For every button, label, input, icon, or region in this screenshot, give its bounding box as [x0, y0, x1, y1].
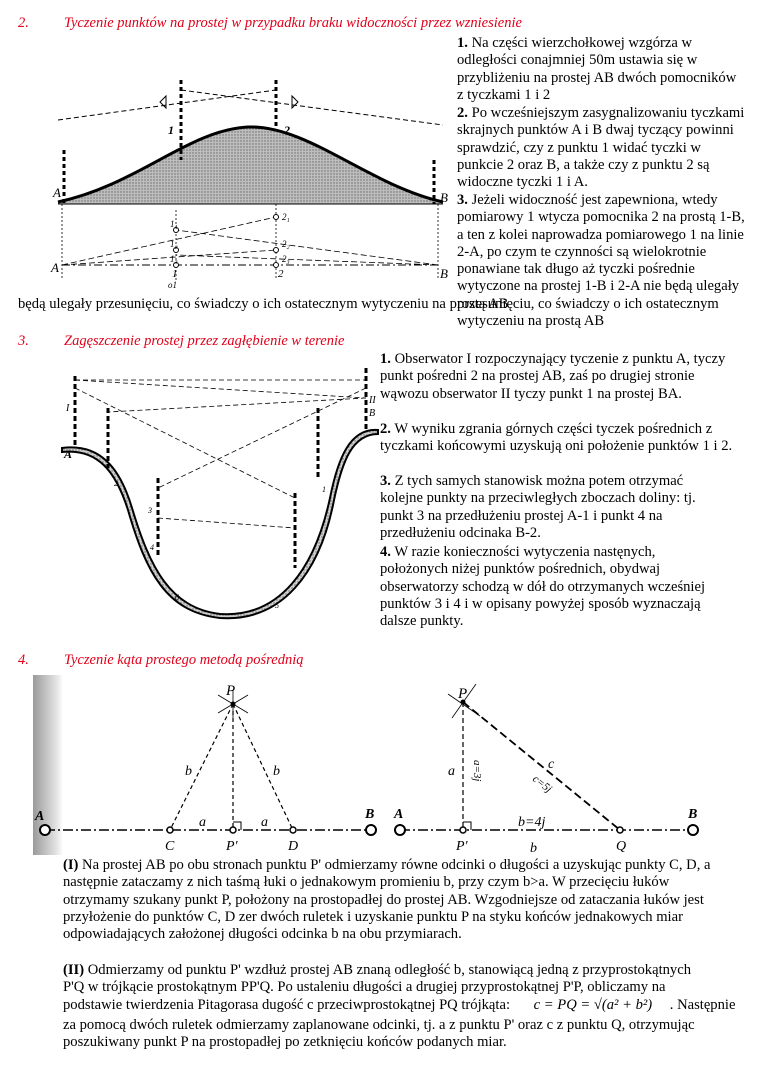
point-2-2: [274, 248, 279, 253]
section4-number: 4.: [18, 652, 29, 668]
section2-p1-text: Na części wierzchołkowej wzgórza w odległości conajmniej 50m ustawia się w przybliżeniu na prostej AB dwóch pomocników z tyczkami 1 i 2: [457, 35, 737, 103]
left-label-b2: b: [273, 764, 280, 779]
left-side-b2: [233, 704, 293, 830]
left-point-B: [366, 825, 376, 835]
paragraph-II-line2: P'Q w trójkącie prostokątnym PP'Q. Po ustaleniu długości a drugiej przyprostokątnej P'P, obliczamy na: [63, 979, 666, 996]
label-2-3: 2₃: [282, 254, 290, 264]
label-A-low: A: [51, 260, 59, 275]
section3-p4-num: 4.: [380, 544, 391, 560]
section3-title: Zagęszczenie prostej przez zagłębienie w terenie: [64, 333, 345, 349]
section2-paragraph-3-tail: będą ulegały przesunięciu, co świadczy o ich ostatecznym wytyczeniu na prostą AB: [18, 296, 509, 312]
paragraph-I: [63, 857, 731, 943]
right-label-c: c: [548, 757, 555, 772]
valley-label-obs2: II: [369, 395, 376, 406]
right-label-eq-a: a=3j: [471, 760, 483, 782]
section3-paragraph-3: [380, 473, 720, 542]
label-pole-2: 2: [284, 123, 290, 137]
point-2-1: [274, 215, 279, 220]
paragraph-II-line3a: podstawie twierdzenia Pitagorasa dugość c przeciwprostokątnej PQ trójkąta:: [63, 996, 510, 1013]
valley-label-3: 3: [148, 506, 152, 515]
valley-sight-2: [75, 380, 366, 398]
section2-number: 2.: [18, 15, 29, 31]
point-2-3: [274, 263, 279, 268]
left-point-Pp: [230, 827, 236, 833]
paragraph-I-label: (I): [63, 857, 79, 873]
left-point-P: [231, 702, 236, 707]
eye-2-icon: [292, 96, 298, 108]
section3-p3-text: Z tych samych stanowisk można potem otrzymać kolejne punkty na przeciwległych zboczach doliny: tj. punkt 3 na przedłużeniu prostej A-1 i punkt 4 na przedłużeniu odcinaka B-2.: [380, 473, 696, 541]
label-B-low: B: [440, 266, 448, 281]
label-2-1: 2₁: [282, 212, 290, 222]
section3-p3-num: 3.: [380, 473, 391, 489]
valley-sight-4: [158, 388, 366, 488]
right-label-P: P: [458, 686, 468, 702]
label-2-2: 2₂: [282, 239, 290, 249]
left-point-C: [167, 827, 173, 833]
right-label-eq-b: b=4j: [518, 815, 546, 830]
section3-paragraph-2: [380, 421, 745, 456]
left-label-Pp: P': [226, 839, 238, 854]
section3-paragraph-1: [380, 351, 745, 403]
paragraph-II-line5: poszukiwany punkt P na prostopadłej po zetknięciu końców podanych miar.: [63, 1033, 507, 1050]
paragraph-II-line3b: . Następnie: [669, 996, 736, 1013]
right-label-Pp: P': [456, 839, 468, 854]
right-point-A: [395, 825, 405, 835]
section3-paragraph-4: [380, 544, 725, 630]
right-point-B: [688, 825, 698, 835]
left-label-D: D: [288, 839, 299, 854]
section3-number: 3.: [18, 333, 29, 349]
paragraph-I-text: Na prostej AB po obu stronach punktu P' odmierzamy równe odcinki o długości a uzyskując punkty C, D, a następnie zataczamy z nich taśmą łuki o jednakowym promieniu b, przy czym b>a. W przecięciu łuków otrzymamy szukany punkt P, położony na prostopadłej do prostej AB. Wzgodniejsze od zataczania łuków jest przyłożenie do punktów C, D zer dwóch ruletek i uzyskanie punktu P na styku końców jednakowych miar odpowiadających założonej długości odcinka b na obu przymiarach.: [63, 857, 711, 943]
label-1-1: 1₁: [170, 219, 178, 229]
right-point-Pp: [460, 827, 466, 833]
hill-shape: [58, 127, 443, 204]
right-label-eq-c: c=5j: [530, 772, 554, 796]
section2-title: Tyczenie punktów na prostej w przypadku braku widoczności przez wzniesienie: [64, 15, 522, 31]
left-point-A: [40, 825, 50, 835]
label-1-3: 1₃: [170, 254, 178, 264]
left-label-P: P: [226, 683, 236, 699]
paragraph-II-label: (II): [63, 962, 85, 978]
right-label-Q: Q: [616, 839, 627, 854]
right-point-Q: [617, 827, 623, 833]
left-label-C: C: [165, 839, 175, 854]
label-1-2: 1₂: [170, 239, 178, 249]
section3-p1-text: Obserwator I rozpoczynający tyczenie z punktu A, tyczy punkt pośredni 2 na prostej AB, zaś po drugiej stronie wąwozu obserwator II tyczy punkt 1 na prostej BA.: [380, 351, 726, 402]
right-label-B: B: [688, 807, 698, 822]
left-side-b1: [170, 704, 233, 830]
valley-label-B: B: [369, 408, 376, 419]
valley-label-5: 5: [275, 601, 279, 610]
valley-label-obs1: I: [66, 403, 70, 414]
section2-p1-num: 1.: [457, 35, 468, 51]
right-label-A: A: [394, 807, 404, 822]
right-label-a: a: [448, 764, 455, 779]
paragraph-II: [63, 962, 743, 1051]
label-o1: o1: [168, 280, 177, 290]
sight-line-2: [181, 90, 443, 125]
section2-paragraph-1: [457, 35, 741, 104]
left-label-a1: a: [199, 815, 206, 830]
pythagoras-formula: c = PQ = √(a² + b²): [533, 996, 653, 1013]
section2-p2-text: Po wcześniejszym zasygnalizowaniu tyczkami skrajnych punktów A i B dwaj tyczący powinni sprawdzić, czy z punktu 1 widać tyczki w punkcie 2 oraz B, a także czy z punktu 2 są widoczne tyczki 1 i A.: [457, 105, 745, 191]
valley-label-6: 6: [175, 593, 179, 602]
section3-p2-num: 2.: [380, 421, 391, 437]
section2-paragraph-3: [457, 192, 747, 330]
section2-p2-num: 2.: [457, 105, 468, 121]
label-pole-1: 1: [168, 123, 174, 137]
left-label-b1: b: [185, 764, 192, 779]
label-A: A: [53, 185, 61, 200]
section2-paragraph-2: [457, 105, 745, 191]
left-label-a2: a: [261, 815, 268, 830]
sight-line-1: [58, 90, 276, 120]
section3-p4-text: W razie konieczności wytyczenia nastęnych, położonych niżej punktów pośrednich, obydwaj obserwatorzy schodzą w dół do otrzymanych wcześniej punktów 3 i 4 i w opisany powyżej sposób wyznaczają dalsze punkty.: [380, 544, 706, 630]
hill-diagram: [48, 80, 456, 290]
paragraph-II-line1: Odmierzamy od punktu P' wzdłuż prostej AB znaną odległość b, stanowiącą jedną z przyprostokątnych: [84, 962, 691, 978]
right-angle-diagram-left: [33, 680, 388, 858]
paragraph-II-line4: za pomocą dwóch ruletek odmierzamy zaplanowane odcinki, tj. a z punktu P' oraz c z punktu Q, otrzymując: [63, 1016, 695, 1033]
section3-p1-num: 1.: [380, 351, 391, 367]
valley-sight-6: [158, 518, 295, 528]
left-label-A: A: [35, 809, 45, 824]
valley-label-4: 4: [150, 543, 154, 552]
section3-p2-text: W wyniku zgrania górnych części tyczek pośrednich z tyczkami końcowymi uzyskują oni położenie punktów 1 i 2.: [380, 421, 733, 455]
right-side-c: [463, 702, 620, 830]
label-2-low: 2: [278, 268, 284, 280]
valley-label-2: 2: [114, 479, 118, 488]
section2-p3-num: 3.: [457, 192, 468, 208]
valley-label-1: 1: [322, 485, 326, 494]
label-1-low: 1: [172, 268, 178, 280]
section2-p3-text: Jeżeli widoczność jest zapewniona, wtedy pomiarowy 1 wtycza pomocnika 2 na prostą 1-B, a ten z kolei naprowadza pomiarowego 1 na linie 2-A, po czym te czynności są wielokrotnie ponawiane tak długo aż tyczki pośrednie wytyczone na prostej 1-B i 2-A nie będą ulegały przesunięciu, co świadczy o ich ostatecznym wytyczeniu na prostą AB: [457, 192, 745, 330]
right-angle-diagram-right: [388, 680, 713, 858]
label-B: B: [440, 190, 448, 205]
left-label-B: B: [365, 807, 375, 822]
left-point-D: [290, 827, 296, 833]
section4-title: Tyczenie kąta prostego metodą pośrednią: [64, 652, 304, 668]
valley-sight-5: [108, 398, 366, 412]
eye-1-icon: [160, 96, 166, 108]
valley-label-A: A: [64, 447, 73, 461]
right-label-b: b: [530, 841, 537, 856]
valley-diagram: [60, 368, 380, 630]
